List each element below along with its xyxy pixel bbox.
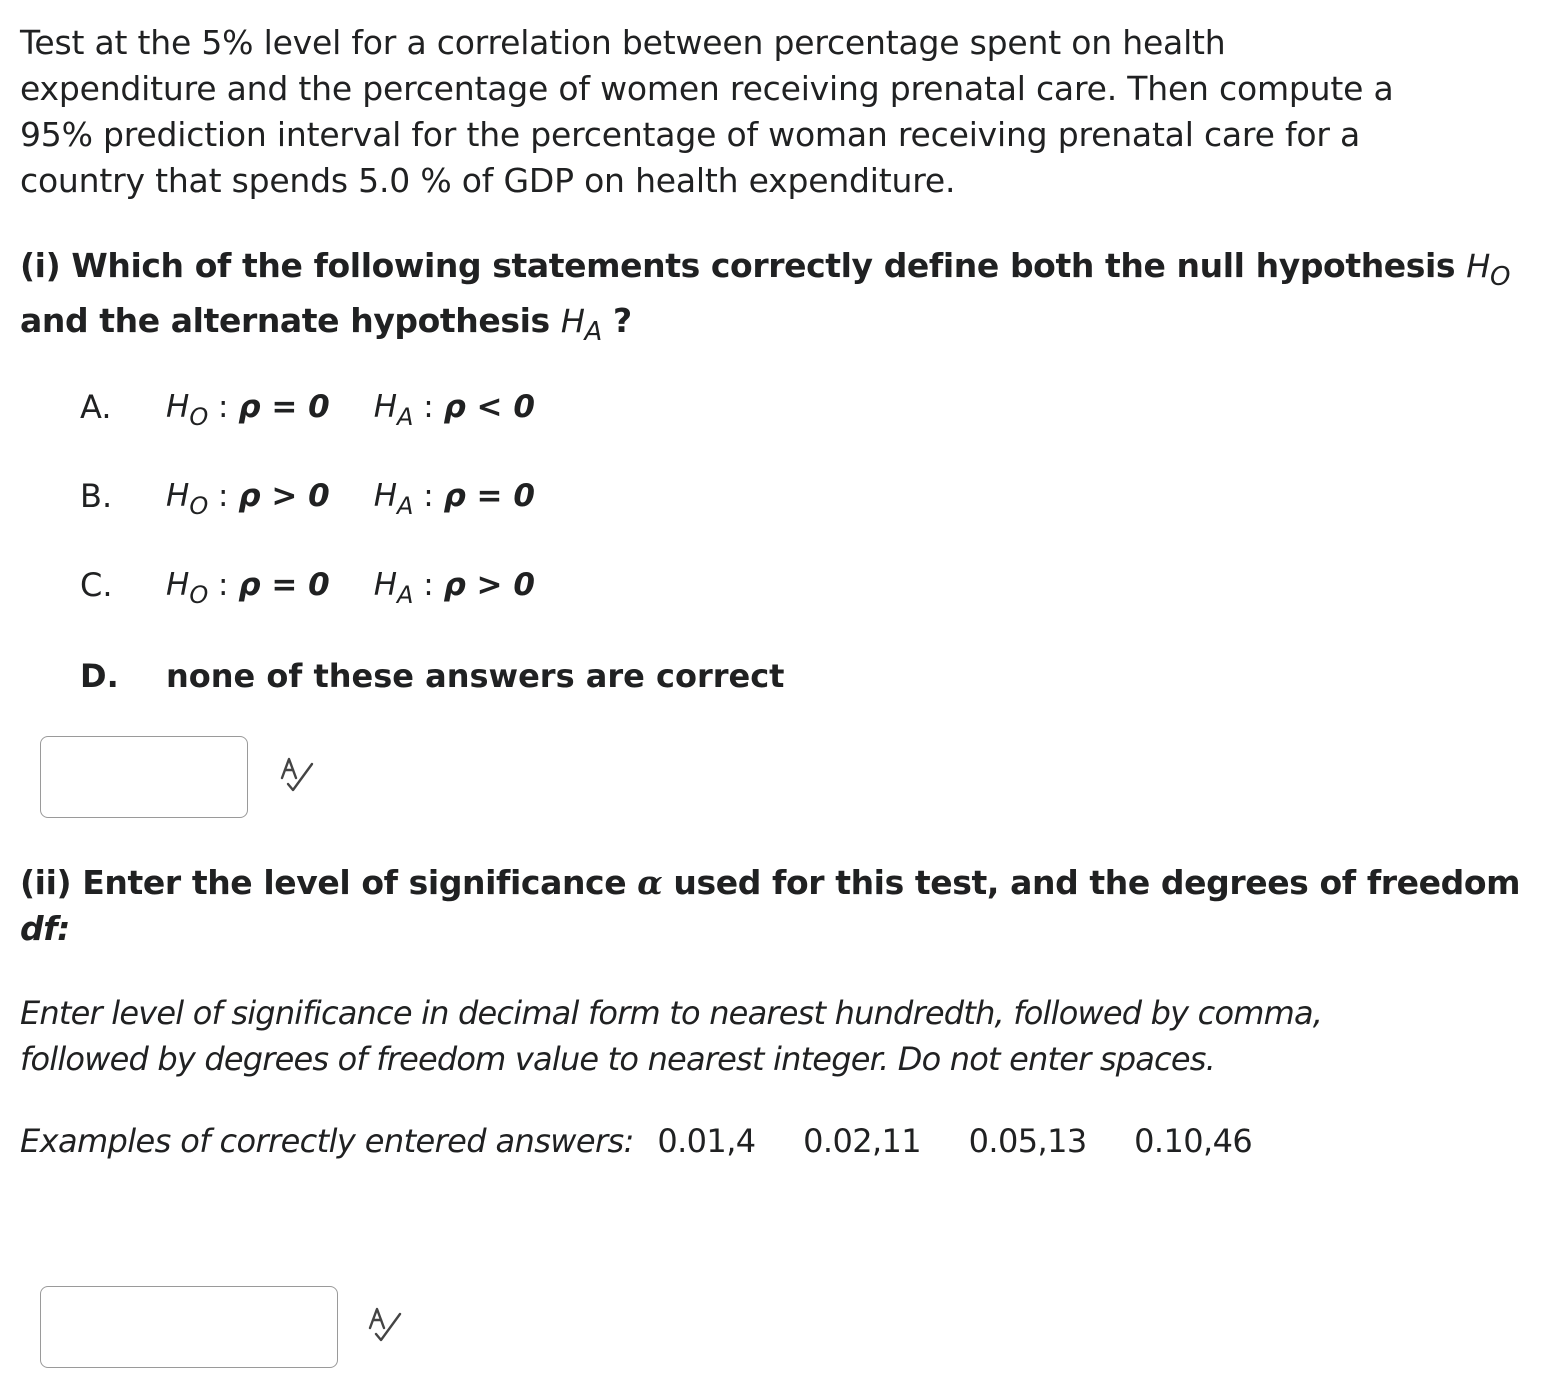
choice-d-text: none of these answers are correct — [166, 657, 785, 695]
alt-relation: ρ = 0 — [443, 478, 535, 514]
choice-a-hypotheses: $H_O$ : ρ = 0 $H_A$ : ρ < 0 — [166, 389, 535, 431]
question-2-instructions — [20, 990, 1520, 1082]
example-value: 0.05,13 — [968, 1122, 1087, 1160]
null-relation: ρ = 0 — [238, 567, 330, 603]
question-1-line2: and the alternate hypothesis — [20, 301, 550, 340]
choice-letter: D. — [80, 657, 119, 695]
question-1-line1: (i) Which of the following statements correctly define both the null hypothesis — [20, 246, 1456, 285]
alpha-symbol: α — [637, 863, 663, 902]
instruction-line: followed by degrees of freedom value to nearest integer. Do not enter spaces. — [20, 1040, 1215, 1078]
choice-b-hypotheses: $H_O$ : ρ > 0 $H_A$ : ρ = 0 — [166, 478, 535, 520]
choice-letter: A. — [80, 388, 112, 426]
choice-letter: B. — [80, 477, 113, 515]
spell-check-icon[interactable] — [278, 756, 318, 796]
spell-check-icon[interactable] — [366, 1306, 406, 1346]
choice-a — [80, 382, 535, 432]
choice-c-hypotheses: $H_O$ : ρ = 0 $H_A$ : ρ > 0 — [166, 567, 535, 609]
example-value: 0.02,11 — [803, 1122, 922, 1160]
question-2-line1b: used for this test, and the degrees of freedom — [673, 863, 1521, 902]
alt-hypothesis-symbol: $H_A$ — [560, 302, 602, 347]
alt-relation: ρ < 0 — [443, 389, 535, 425]
choice-c — [80, 560, 535, 610]
examples-label: Examples of correctly entered answers: — [20, 1122, 634, 1160]
question-1-prompt — [20, 240, 1520, 350]
example-value: 0.10,46 — [1134, 1122, 1253, 1160]
instruction-line: Enter level of significance in decimal form to nearest hundredth, followed by comma, — [20, 994, 1323, 1032]
null-hypothesis-symbol: $H_O$ — [1466, 247, 1511, 292]
question-2-line2: df: — [20, 909, 70, 948]
question-mark: ? — [613, 301, 632, 340]
examples-line — [20, 1118, 1290, 1164]
example-value: 0.01,4 — [657, 1122, 756, 1160]
alt-relation: ρ > 0 — [443, 567, 535, 603]
intro-line: expenditure and the percentage of women receiving prenatal care. Then compute a — [20, 69, 1394, 108]
intro-line: Test at the 5% level for a correlation between percentage spent on health — [20, 23, 1226, 62]
null-relation: ρ > 0 — [238, 478, 330, 514]
choice-letter: C. — [80, 566, 113, 604]
answer-input-2[interactable] — [40, 1286, 338, 1368]
question-2-prompt — [20, 860, 1520, 952]
null-relation: ρ = 0 — [238, 389, 330, 425]
question-2-line1a: (ii) Enter the level of significance — [20, 863, 627, 902]
choice-b — [80, 471, 535, 521]
choice-d — [80, 651, 784, 701]
intro-paragraph — [20, 20, 1520, 204]
intro-line: 95% prediction interval for the percentage of woman receiving prenatal care for a — [20, 115, 1361, 154]
answer-input-1[interactable] — [40, 736, 248, 818]
intro-line: country that spends 5.0 % of GDP on health expenditure. — [20, 161, 956, 200]
